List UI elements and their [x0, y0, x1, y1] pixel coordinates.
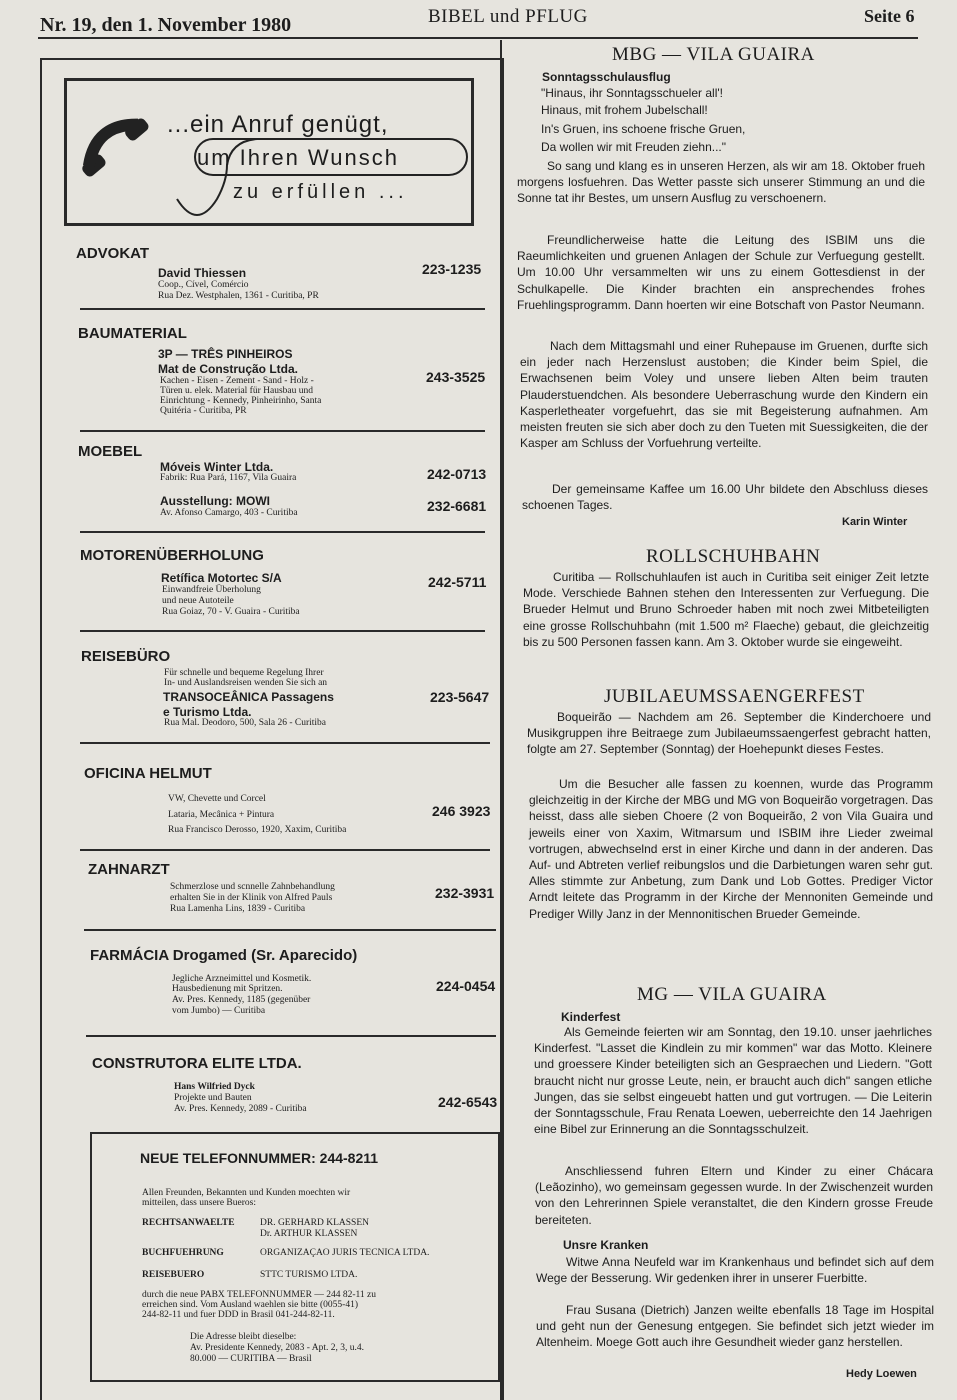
- ad-name: Móveis Winter Ltda.: [160, 460, 274, 474]
- ad-line: Rua Dez. Westphalen, 1361 - Curitiba, PR: [158, 291, 319, 301]
- office-type: REISEBUERO: [142, 1270, 205, 1280]
- ad-phone: 246 3923: [432, 803, 491, 819]
- article-title: JUBILAEUMSSAENGERFEST: [604, 686, 865, 707]
- notice-address: Av. Presidente Kennedy, 2083 - Apt. 2, 3, u.4.: [190, 1343, 365, 1353]
- paragraph: Freundlicherweise hatte die Leitung des ISBIM uns die Raeumlichkeiten und gruenen Anlagen der Schule zur Verfuegung gestellt. Um 10.00 Uhr versammelten wir uns zu einem Gottesdienst in der Schulkapelle. Die Kinder brachten ein ansprechendes frohes Fruehlingsprogramm. Dann hoerten wir eine Botschaft von Pastor Neumann.: [517, 233, 925, 312]
- ad-phone: 242-5711: [428, 574, 487, 590]
- ad-name-2: e Turismo Ltda.: [163, 705, 252, 719]
- ad-line: Rua Mal. Deodoro, 500, Sala 26 - Curitiba: [164, 718, 327, 728]
- ad-divider: [80, 742, 490, 744]
- ad-name-2: Mat de Construção Ltda.: [158, 362, 299, 376]
- ad-line: In- und Auslandsreisen wenden Sie sich an: [164, 678, 328, 688]
- ad-divider: [80, 849, 490, 851]
- ad-name: Ausstellung: MOWI: [160, 494, 270, 508]
- ad-phone: 223-1235: [422, 261, 482, 277]
- call-banner: [64, 78, 474, 226]
- call-line-2: um Ihren Wunsch: [197, 145, 400, 170]
- ad-line: Projekte und Bauten: [174, 1093, 252, 1103]
- ad-divider: [80, 630, 485, 632]
- paragraph: Boqueirão — Nachdem am 26. September die Kinderchoere und Musikgruppen ihre Beitraege zum Jubilaeumssaengerfest gebracht hatten, folgte am 27. September (Sonntag) der Hoehepunkt dieses Festes.: [527, 710, 931, 757]
- ad-line: Einrichtung - Kennedy, Pinheirinho, Santa: [160, 396, 322, 406]
- notice-address: Die Adresse bleibt dieselbe:: [190, 1332, 297, 1342]
- ad-line: Rua Goiaz, 70 - V. Guaira - Curitiba: [162, 607, 300, 617]
- ad-line: Schmerzlose und scnnelle Zahnbehandlung: [170, 882, 335, 892]
- office-name: ORGANIZAÇAO JURIS TECNICA LTDA.: [260, 1248, 430, 1258]
- article-title: MG — VILA GUAIRA: [637, 984, 827, 1005]
- paragraph: Curitiba — Rollschuhlaufen ist auch in Curitiba seit einiger Zeit letzte Mode. Verschiede Bahnen stehen den Interessenten zur Verfuegung. Die Brueder Helmut und Bruno Schroeder haben mit noch zwei Mitbeteiligten eine grosse Rollschuhbahn (mit 1.500 m² Flaeche) gebaut, die gleichzeitig bis zu 500 Personen fassen kann. Am 3. Oktober wurde sie eingeweiht.: [523, 570, 929, 649]
- article-subtitle: Sonntagsschulausflug: [542, 70, 671, 84]
- ad-phone: 243-3525: [426, 369, 486, 385]
- office-type: BUCHFUEHRUNG: [142, 1248, 224, 1258]
- ad-phone: 232-6681: [427, 498, 487, 514]
- office-name: DR. GERHARD KLASSEN: [260, 1218, 369, 1228]
- article-title: MBG — VILA GUAIRA: [612, 44, 815, 65]
- ad-line: Türen u. elek. Material für Hausbau und: [160, 386, 314, 396]
- notice-body: 244-82-11 und fuer DDD in Brasil 041-244-82-11.: [142, 1310, 335, 1320]
- ad-line: vom Jumbo) — Curitiba: [172, 1006, 266, 1016]
- ad-line: Av. Afonso Camargo, 403 - Curitiba: [160, 508, 298, 518]
- article-subtitle: Kinderfest: [561, 1010, 621, 1024]
- ad-divider: [80, 430, 485, 432]
- ad-divider: [86, 1035, 496, 1037]
- ad-heading: OFICINA HELMUT: [84, 765, 212, 782]
- notice-address: 80.000 — CURITIBA — Brasil: [190, 1354, 312, 1364]
- ad-line: erhalten Sie in der Klinik von Alfred Pauls: [170, 893, 333, 903]
- ad-line: Av. Pres. Kennedy, 1185 (gegenüber: [172, 995, 311, 1005]
- ad-name: 3P — TRÊS PINHEIROS: [158, 347, 293, 361]
- ad-line: Kachen - Eisen - Zement - Sand - Holz -: [160, 376, 314, 386]
- call-line-1: ...ein Anruf genügt,: [167, 111, 389, 138]
- ad-heading: MOTORENÜBERHOLUNG: [80, 547, 264, 564]
- paragraph: So sang und klang es in unseren Herzen, als wir am 18. Oktober frueh morgens losfuehren. Das Wetter passte sich unserer Stimmung an und die Sonne tat ihr Bestes, um unsern Ausflug zu verschoenern.: [517, 159, 925, 206]
- ad-heading: FARMÁCIA Drogamed (Sr. Aparecido): [90, 947, 358, 964]
- ad-line: Lataria, Mecânica + Pintura: [168, 810, 275, 820]
- article-title: ROLLSCHUHBAHN: [646, 546, 821, 567]
- header-rule: [38, 37, 918, 39]
- ad-heading: REISEBÜRO: [81, 648, 171, 665]
- article-subtitle: Unsre Kranken: [563, 1238, 649, 1252]
- ad-heading: CONSTRUTORA ELITE LTDA.: [92, 1055, 302, 1072]
- ad-line: und neue Autoteile: [162, 596, 234, 606]
- poem-line: Da wollen wir mit Freuden ziehn...": [541, 140, 726, 154]
- paragraph: Der gemeinsame Kaffee um 16.00 Uhr bildete den Abschluss dieses schoenen Tages.: [522, 482, 928, 513]
- ad-divider: [80, 308, 485, 310]
- ad-name: TRANSOCEÂNICA Passagens: [163, 690, 334, 704]
- poem-line: "Hinaus, ihr Sonntagsschueler all'!: [541, 86, 723, 100]
- ad-line: Fabrik: Rua Pará, 1167, Vila Guaira: [160, 473, 297, 483]
- ad-line: Quitéria - Curitiba, PR: [160, 406, 247, 416]
- ad-line: Rua Francisco Derosso, 1920, Xaxim, Curitiba: [168, 825, 347, 835]
- paragraph: Witwe Anna Neufeld war im Krankenhaus und befindet sich auf dem Wege der Besserung. Wir gedenken ihrer in unserer Fuerbitte.: [536, 1255, 934, 1286]
- poem-line: Hinaus, mit frohem Jubelschall!: [541, 103, 708, 117]
- ad-phone: 242-6543: [438, 1094, 498, 1110]
- ad-line: Hausbedienung mit Spritzen.: [172, 984, 283, 994]
- notice-intro: mitteilen, dass unsere Bueros:: [142, 1198, 256, 1208]
- office-type: RECHTSANWAELTE: [142, 1218, 235, 1228]
- ad-divider: [80, 531, 485, 533]
- office-name: STTC TURISMO LTDA.: [260, 1270, 358, 1280]
- paragraph: Als Gemeinde feierten wir am Sonntag, den 19.10. unser jaehrliches Kinderfest. "Lasset die Kindlein zu mir kommen" war das Motto. Kleinere und groessere Kinder beteiligten sich an Gespraechen und Liedern. "Gott braucht nicht nur grosse Leute, nein, er braucht auch dich" sangen etliche Jungen, das sie selbst eingeuebt hatten und gut vortrugen. — Die Leiterin der Sonntagsschule, Frau Renata Loewen, ueberreichte den 14 Jaehrigen eine Bibel zur Erinnerung an die Sonntagsschulzeit.: [534, 1025, 932, 1137]
- ad-line: Coop., Cível, Comércio: [158, 280, 249, 290]
- ad-heading: ADVOKAT: [76, 245, 150, 262]
- notice-body: durch die neue PABX TELEFONNUMMER — 244 82-11 zu: [142, 1290, 376, 1300]
- page-header: [0, 0, 957, 40]
- ad-heading: MOEBEL: [78, 443, 143, 460]
- notice-body: erreichen sind. Vom Ausland waehlen sie bitte (0055-41): [142, 1300, 358, 1310]
- ad-phone: 242-0713: [427, 466, 487, 482]
- author-signature: Hedy Loewen: [846, 1368, 917, 1380]
- notice-intro: Allen Freunden, Bekannten und Kunden moechten wir: [142, 1188, 351, 1198]
- ad-line: Jegliche Arzneimittel und Kosmetik.: [172, 974, 312, 984]
- paragraph: Anschliessend fuhren Eltern und Kinder zu einer Chácara (Leãozinho), wo gemeinsam gegessen wurde. In der Zwischenzeit wurden von den Lehrerinnen Spiele veranstaltet, die den Kindern grosse Freude bereiteten.: [535, 1164, 933, 1227]
- ad-phone: 223-5647: [430, 689, 490, 705]
- ad-heading: BAUMATERIAL: [78, 325, 187, 342]
- ad-name: Retífica Motortec S/A: [161, 571, 282, 585]
- phone-number-notice: [90, 1132, 500, 1382]
- paragraph: Um die Besucher alle fassen zu koennen, wurde das Programm gleichzeitig in der Kirche der MBG und MG von Boqueirão vorgetragen. Das heisst, dass alle sieben Choere (2 von Boqueirão, 2 von Vila Guaira und jeweils einer von Xaxim, Witmarsum und ISBIM ihre Lieder zweimal vortrugen, abwechselnd erst in einer Kirche und dann in der anderen. Das Auf- und Abtreten verlief reibungslos und die Darbietungen waren sehr gut. Alles stimmte zur Anbetung, zum Dank und Lob Gottes. Prediger Victor Arndt leitete das Programm in der Kirche der Mennoniten Gemeinde und Prediger Willy Janz in der Mennonitischen Brueder Gemeinde.: [529, 777, 933, 921]
- ad-name: David Thiessen: [158, 266, 247, 280]
- ad-phone: 224-0454: [436, 978, 496, 994]
- ad-line: Av. Pres. Kennedy, 2089 - Curitiba: [174, 1104, 307, 1114]
- ad-divider: [84, 929, 496, 931]
- poem-line: In's Gruen, ins schoene frische Gruen,: [541, 122, 746, 136]
- notice-title: NEUE TELEFONNUMMER: 244-8211: [140, 1150, 379, 1166]
- issue-number: Nr. 19, den 1. November 1980: [40, 14, 292, 36]
- ad-line: VW, Chevette und Corcel: [168, 794, 266, 804]
- page-number: Seite 6: [864, 6, 915, 26]
- call-line-3: zu erfüllen ...: [233, 181, 408, 203]
- author-signature: Karin Winter: [842, 516, 908, 528]
- ad-name: Hans Wilfried Dyck: [174, 1082, 255, 1092]
- ad-phone: 232-3931: [435, 885, 495, 901]
- office-name: Dr. ARTHUR KLASSEN: [260, 1229, 358, 1239]
- column-divider: [500, 40, 502, 1400]
- ad-line: Einwandfreie Überholung: [162, 585, 261, 595]
- newspaper-title: BIBEL und PFLUG: [428, 6, 588, 27]
- paragraph: Frau Susana (Dietrich) Janzen weilte ebenfalls 18 Tage im Hospital und geht nun der Genesung entgegen. Sie befindet sich jetzt wieder im Altenheim. Moege Gott auch ihre Gesundheit wieder ganz herstellen.: [536, 1303, 934, 1350]
- paragraph: Nach dem Mittagsmahl und einer Ruhepause im Gruenen, durfte sich ein jeder nach Herzenslust austoben; die Kinder beim Spiel, die Erwachsenen beim Voley und unsere lieben Alten beim trauten Plauderstuendchen. Als besondere Ueberraschung wurde den Kindern ein Kasperletheater vorgefuehrt, das sie mit Begeisterung aufnahmen. Am meisten freuten sie sich aber doch zu den Tueten mit Suessigkeiten, die der Kasper am Schluss der Vorfuehrung verteilte.: [520, 339, 928, 451]
- ad-line: Rua Lamenha Lins, 1839 - Curitiba: [170, 904, 306, 914]
- ad-line: Für schnelle und bequeme Regelung Ihrer: [164, 668, 324, 678]
- ad-heading: ZAHNARZT: [88, 861, 170, 878]
